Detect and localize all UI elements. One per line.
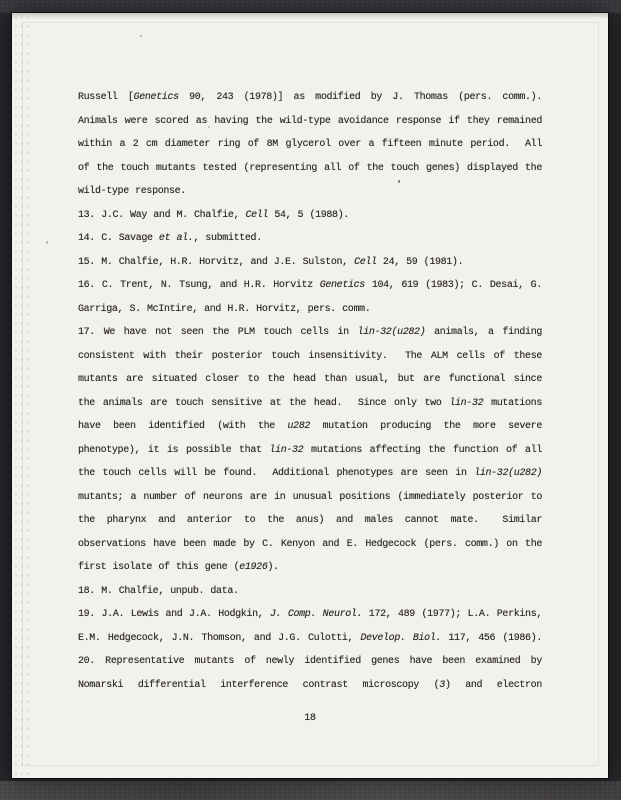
ink-speck xyxy=(140,35,142,37)
text-segment: 14. C. Savage xyxy=(78,233,159,244)
text-segment: , submitted. xyxy=(193,233,262,244)
scanner-top-strip xyxy=(0,0,621,13)
italic-text-segment: Genetics xyxy=(319,280,365,291)
text-segment: 90, 243 (1978)] as modified by J. Thomas (pers. comm.). xyxy=(178,92,542,103)
italic-text-segment: Genetics xyxy=(133,92,179,103)
italic-text-segment: u282 xyxy=(287,421,310,432)
text-segment: 19. J.A. Lewis and J.A. Hodgkin, xyxy=(78,609,270,620)
ink-speck xyxy=(46,241,48,244)
text-line xyxy=(78,368,542,392)
italic-text-segment: lin-32(u282) xyxy=(474,468,542,479)
italic-text-segment: lin-32 xyxy=(269,444,304,456)
text-segment: 15. M. Chalfie, H.R. Horvitz, and J.E. Sulston, xyxy=(78,256,355,268)
text-segment: ) and electron xyxy=(444,679,542,691)
text-segment: 54, 5 (1988). xyxy=(268,209,350,221)
text-segment: mutations affecting the function of all xyxy=(303,444,542,456)
text-line xyxy=(78,157,542,181)
text-segment: the pharynx and anterior to the anus) and males cannot mate. Similar xyxy=(78,515,542,526)
text-segment: phenotype), it is possible that xyxy=(78,444,270,456)
scanner-bottom-strip xyxy=(0,781,621,800)
text-line xyxy=(78,556,542,580)
text-segment: mutants are situated closer to the head than usual, but are functional since xyxy=(78,374,542,385)
text-line xyxy=(78,180,542,204)
text-line xyxy=(78,110,542,134)
text-segment: 172, 489 (1977); L.A. Perkins, xyxy=(362,609,542,620)
document-page xyxy=(12,13,608,778)
text-line xyxy=(78,415,542,439)
italic-text-segment: Cell xyxy=(245,209,269,221)
text-line xyxy=(78,603,542,627)
text-segment: 104, 619 (1983); C. Desai, G. xyxy=(364,280,542,291)
text-line xyxy=(78,509,542,533)
text-segment: 17. We have not seen the PLM touch cells in xyxy=(78,327,358,338)
text-line xyxy=(78,650,542,674)
page-edge-noise xyxy=(13,13,29,778)
page-number: 18 xyxy=(304,713,316,724)
italic-text-segment: Cell xyxy=(354,256,377,268)
text-segment: Nomarski differential interference contrast microscopy ( xyxy=(78,679,440,691)
text-line xyxy=(78,133,542,157)
text-segment: 117, 456 (1986). xyxy=(441,632,542,644)
text-segment: the touch cells will be found. Additional phenotypes are seen in xyxy=(78,468,475,479)
text-segment: 18. M. Chalfie, unpub. data. xyxy=(78,585,239,597)
italic-text-segment: J. Comp. Neurol. xyxy=(269,609,363,620)
text-segment: ). xyxy=(267,562,279,573)
italic-text-segment: lin-32 xyxy=(449,397,484,409)
text-segment: within a 2 cm diameter ring of 8M glycerol over a fifteen minute period. All xyxy=(78,139,542,150)
text-segment: mutants; a number of neurons are in unusual positions (immediately posterior to xyxy=(78,491,542,503)
text-segment: the animals are touch sensitive at the head. Since only two xyxy=(78,397,450,409)
text-segment: animals, a finding xyxy=(425,327,542,338)
text-line xyxy=(78,345,542,369)
text-line xyxy=(78,392,542,416)
text-segment: 16. C. Trent, N. Tsung, and H.R. Horvitz xyxy=(78,280,320,291)
text-line xyxy=(78,227,542,251)
text-segment: have been identified (with the xyxy=(78,421,288,432)
text-line xyxy=(78,533,542,557)
text-line xyxy=(78,204,542,228)
text-segment: wild-type response. xyxy=(78,186,186,197)
text-line xyxy=(78,298,542,322)
text-segment: mutations xyxy=(483,397,542,409)
text-segment: mutation producing the more severe xyxy=(310,421,542,432)
text-segment: 13. J.C. Way and M. Chalfie, xyxy=(78,209,246,221)
text-segment: Garriga, S. McIntire, and H.R. Horvitz, pers. comm. xyxy=(78,303,371,315)
text-line xyxy=(78,580,542,604)
italic-text-segment: e1926 xyxy=(239,562,268,573)
text-segment: Animals were scored as having the wild-type avoidance response if they remained xyxy=(78,115,542,127)
italic-text-segment: lin-32(u282) xyxy=(357,327,426,338)
text-segment: Russell [ xyxy=(78,92,134,103)
text-segment: consistent with their posterior touch insensitivity. The ALM cells of these xyxy=(78,350,542,362)
text-line xyxy=(78,674,542,698)
text-line xyxy=(78,439,542,463)
italic-text-segment: Develop. Biol. xyxy=(360,632,442,644)
text-line xyxy=(78,486,542,510)
text-segment: 24, 59 (1981). xyxy=(376,256,464,268)
italic-text-segment: 3 xyxy=(439,679,445,691)
text-line xyxy=(78,274,542,298)
text-segment: first isolate of this gene ( xyxy=(78,562,240,573)
text-line xyxy=(78,86,542,110)
text-segment: 20. Representative mutants of newly identified genes have been examined by xyxy=(78,656,542,667)
text-line xyxy=(78,321,542,345)
text-segment: of the touch mutants tested (representing all of the touch genes) displayed the xyxy=(78,162,542,174)
text-segment: observations have been made by C. Kenyon and E. Hedgecock (pers. comm.) on the xyxy=(78,538,542,550)
text-line xyxy=(78,251,542,275)
text-line xyxy=(78,462,542,486)
text-block xyxy=(78,86,542,697)
italic-text-segment: et al. xyxy=(158,233,194,244)
text-segment: E.M. Hedgecock, J.N. Thomson, and J.G. Culotti, xyxy=(78,632,361,644)
text-line xyxy=(78,627,542,651)
